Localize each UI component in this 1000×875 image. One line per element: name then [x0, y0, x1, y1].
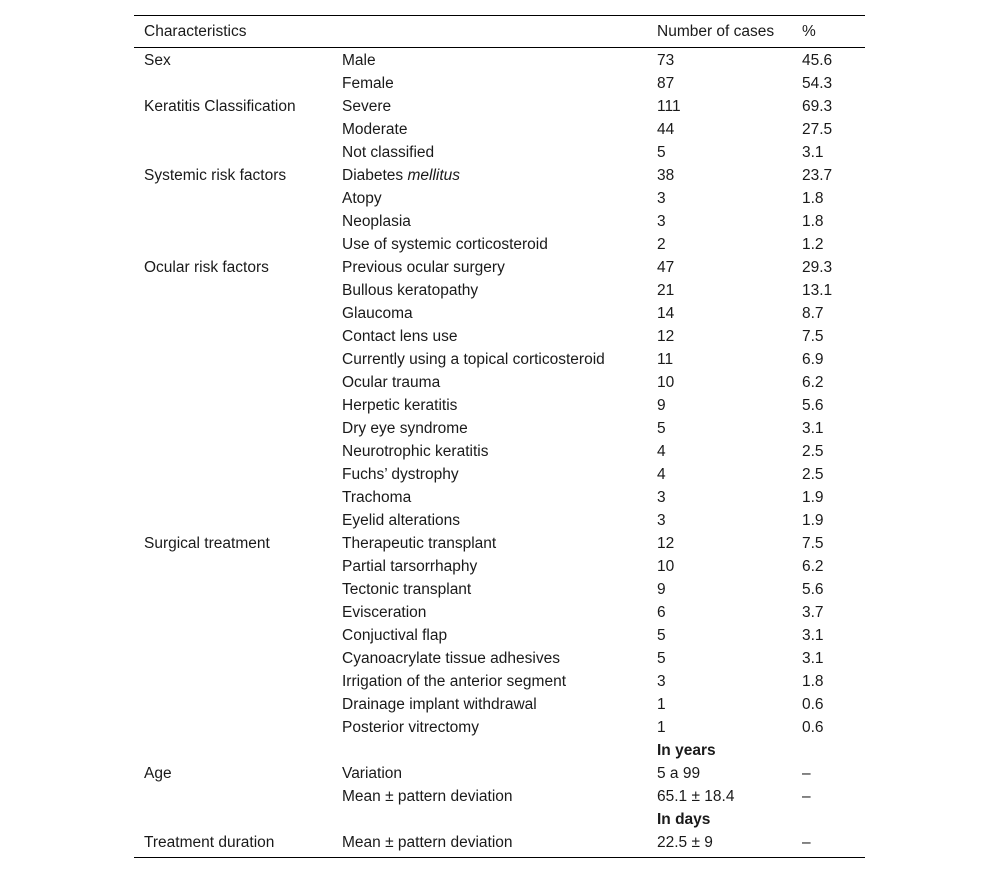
characteristics-table	[134, 15, 865, 858]
row-category	[134, 463, 332, 486]
header-number-of-cases: Number of cases	[647, 16, 792, 48]
row-item: Variation	[342, 765, 403, 782]
table-row	[134, 256, 865, 279]
table-row	[134, 509, 865, 532]
row-category	[134, 555, 332, 578]
row-count: 21	[657, 282, 675, 299]
table-row	[134, 210, 865, 233]
row-count: 3	[657, 213, 666, 230]
row-item: Atopy	[342, 190, 382, 207]
table-row	[134, 325, 865, 348]
row-category	[134, 233, 332, 256]
row-category	[134, 141, 332, 164]
table-body	[134, 48, 865, 858]
row-item: Female	[342, 75, 394, 92]
row-category	[134, 509, 332, 532]
row-category	[134, 394, 332, 417]
row-count: In days	[657, 811, 711, 828]
row-percent: 0.6	[802, 696, 824, 713]
row-count: 87	[657, 75, 675, 92]
table-row	[134, 601, 865, 624]
row-count: 65.1 ± 18.4	[657, 788, 735, 805]
row-percent	[792, 739, 865, 762]
row-item: Dry eye syndrome	[342, 420, 468, 437]
row-count: 2	[657, 236, 666, 253]
table-row	[134, 831, 865, 858]
row-category	[134, 716, 332, 739]
row-category: Age	[144, 765, 172, 782]
table-row	[134, 187, 865, 210]
table-row	[134, 486, 865, 509]
row-item: Therapeutic transplant	[342, 535, 497, 552]
header-characteristics: Characteristics	[134, 16, 332, 48]
row-item-text: Diabetes	[342, 167, 408, 184]
table-row	[134, 302, 865, 325]
row-percent: 0.6	[802, 719, 824, 736]
row-count: 38	[657, 167, 675, 184]
row-percent: 1.9	[802, 512, 824, 529]
row-count: 5	[657, 650, 666, 667]
row-percent: 13.1	[802, 282, 833, 299]
table-row	[134, 463, 865, 486]
row-category: Sex	[144, 52, 171, 69]
row-item	[332, 739, 647, 762]
row-category	[134, 739, 332, 762]
table-row	[134, 72, 865, 95]
table-row	[134, 670, 865, 693]
row-percent: 8.7	[802, 305, 824, 322]
row-item: Not classified	[342, 144, 435, 161]
row-percent: 6.2	[802, 558, 824, 575]
table-row	[134, 532, 865, 555]
row-item: Evisceration	[342, 604, 427, 621]
header-percent: %	[792, 16, 865, 48]
row-percent: 5.6	[802, 397, 824, 414]
row-item	[332, 808, 647, 831]
row-category	[134, 647, 332, 670]
table-row	[134, 118, 865, 141]
row-category	[134, 808, 332, 831]
row-item: Neoplasia	[342, 213, 411, 230]
table-row	[134, 279, 865, 302]
row-category: Ocular risk factors	[144, 259, 269, 276]
row-count: 5 a 99	[657, 765, 701, 782]
row-count: 12	[657, 535, 675, 552]
row-percent: 7.5	[802, 535, 824, 552]
row-percent: 3.1	[802, 627, 824, 644]
row-category	[134, 72, 332, 95]
row-item: Irrigation of the anterior segment	[342, 673, 567, 690]
row-category	[134, 417, 332, 440]
row-category: Keratitis Classification	[144, 98, 296, 115]
row-percent: 1.9	[802, 489, 824, 506]
row-category	[134, 325, 332, 348]
row-category: Treatment duration	[144, 834, 275, 851]
row-item: Severe	[342, 98, 392, 115]
row-count: 9	[657, 581, 666, 598]
row-percent: 45.6	[802, 52, 833, 69]
table-row	[134, 762, 865, 785]
row-count: 3	[657, 673, 666, 690]
table-subheader-row	[134, 739, 865, 762]
row-category	[134, 578, 332, 601]
row-item: Currently using a topical corticosteroid	[342, 351, 605, 368]
table-row	[134, 578, 865, 601]
row-percent: 29.3	[802, 259, 833, 276]
row-item: Male	[342, 52, 376, 69]
row-count: 44	[657, 121, 675, 138]
row-percent: 1.8	[802, 673, 824, 690]
row-count: 5	[657, 627, 666, 644]
row-category	[134, 693, 332, 716]
row-item: Tectonic transplant	[342, 581, 472, 598]
row-count: 5	[657, 420, 666, 437]
row-count: 73	[657, 52, 675, 69]
row-count: 12	[657, 328, 675, 345]
row-percent: 3.1	[802, 144, 824, 161]
row-percent: 1.2	[802, 236, 824, 253]
row-item	[332, 164, 647, 187]
row-item: Trachoma	[342, 489, 412, 506]
row-item-italic-text: mellitus	[407, 167, 461, 184]
row-item: Cyanoacrylate tissue adhesives	[342, 650, 560, 667]
table-row	[134, 417, 865, 440]
table-row	[134, 48, 865, 73]
row-item: Glaucoma	[342, 305, 413, 322]
row-category	[134, 279, 332, 302]
row-category	[134, 785, 332, 808]
row-category: Surgical treatment	[144, 535, 270, 552]
table-row	[134, 95, 865, 118]
row-percent: 27.5	[802, 121, 833, 138]
row-count: 1	[657, 696, 666, 713]
table-row	[134, 647, 865, 670]
row-item: Moderate	[342, 121, 408, 138]
row-category	[134, 118, 332, 141]
row-percent: 54.3	[802, 75, 833, 92]
row-percent: 1.8	[802, 213, 824, 230]
table-row	[134, 716, 865, 739]
header-item	[332, 16, 647, 48]
table-row	[134, 693, 865, 716]
table-row	[134, 371, 865, 394]
row-count: 11	[657, 351, 674, 368]
row-percent: 7.5	[802, 328, 824, 345]
row-count: 1	[657, 719, 666, 736]
row-item: Mean ± pattern deviation	[342, 834, 513, 851]
row-category	[134, 371, 332, 394]
table-row	[134, 141, 865, 164]
row-count: 3	[657, 489, 666, 506]
row-category	[134, 601, 332, 624]
table-row	[134, 624, 865, 647]
row-item: Conjuctival flap	[342, 627, 448, 644]
row-item: Contact lens use	[342, 328, 458, 345]
table-row	[134, 440, 865, 463]
row-item: Partial tarsorrhaphy	[342, 558, 478, 575]
row-count: 5	[657, 144, 666, 161]
row-percent: 23.7	[802, 167, 833, 184]
row-percent: 1.8	[802, 190, 824, 207]
row-item: Previous ocular surgery	[342, 259, 505, 276]
row-percent: –	[802, 765, 811, 782]
row-percent: 3.1	[802, 650, 824, 667]
row-count: 47	[657, 259, 675, 276]
row-count: 6	[657, 604, 666, 621]
row-item: Fuchs’ dystrophy	[342, 466, 459, 483]
row-item: Drainage implant withdrawal	[342, 696, 537, 713]
row-item: Neurotrophic keratitis	[342, 443, 489, 460]
row-item: Use of systemic corticosteroid	[342, 236, 548, 253]
row-count: 4	[657, 466, 666, 483]
row-count: 14	[657, 305, 675, 322]
row-percent: –	[802, 834, 811, 851]
header-row	[134, 16, 865, 48]
row-item: Mean ± pattern deviation	[342, 788, 513, 805]
row-percent: 6.9	[802, 351, 824, 368]
row-category	[134, 486, 332, 509]
row-item: Posterior vitrectomy	[342, 719, 479, 736]
row-percent: 5.6	[802, 581, 824, 598]
row-count: 3	[657, 512, 666, 529]
row-percent: 3.7	[802, 604, 824, 621]
row-item: Bullous keratopathy	[342, 282, 479, 299]
table-row	[134, 164, 865, 187]
row-category	[134, 302, 332, 325]
row-item: Ocular trauma	[342, 374, 441, 391]
row-category	[134, 348, 332, 371]
row-percent: 69.3	[802, 98, 833, 115]
row-percent: 6.2	[802, 374, 824, 391]
table-row	[134, 233, 865, 256]
table-row	[134, 348, 865, 371]
row-count: 10	[657, 374, 675, 391]
row-count: 111	[657, 98, 681, 115]
row-category	[134, 624, 332, 647]
row-category	[134, 670, 332, 693]
row-percent: 2.5	[802, 466, 824, 483]
row-category: Systemic risk factors	[144, 167, 287, 184]
row-category	[134, 210, 332, 233]
table-subheader-row	[134, 808, 865, 831]
row-item: Herpetic keratitis	[342, 397, 458, 414]
row-count: 22.5 ± 9	[657, 834, 713, 851]
row-percent: 2.5	[802, 443, 824, 460]
row-item: Eyelid alterations	[342, 512, 461, 529]
row-category	[134, 440, 332, 463]
row-count: In years	[657, 742, 716, 759]
row-category	[134, 187, 332, 210]
row-count: 9	[657, 397, 666, 414]
row-count: 10	[657, 558, 675, 575]
row-percent	[792, 808, 865, 831]
table-row	[134, 394, 865, 417]
row-count: 3	[657, 190, 666, 207]
row-count: 4	[657, 443, 666, 460]
row-percent: 3.1	[802, 420, 824, 437]
table-row	[134, 555, 865, 578]
row-percent: –	[802, 788, 811, 805]
table-row	[134, 785, 865, 808]
